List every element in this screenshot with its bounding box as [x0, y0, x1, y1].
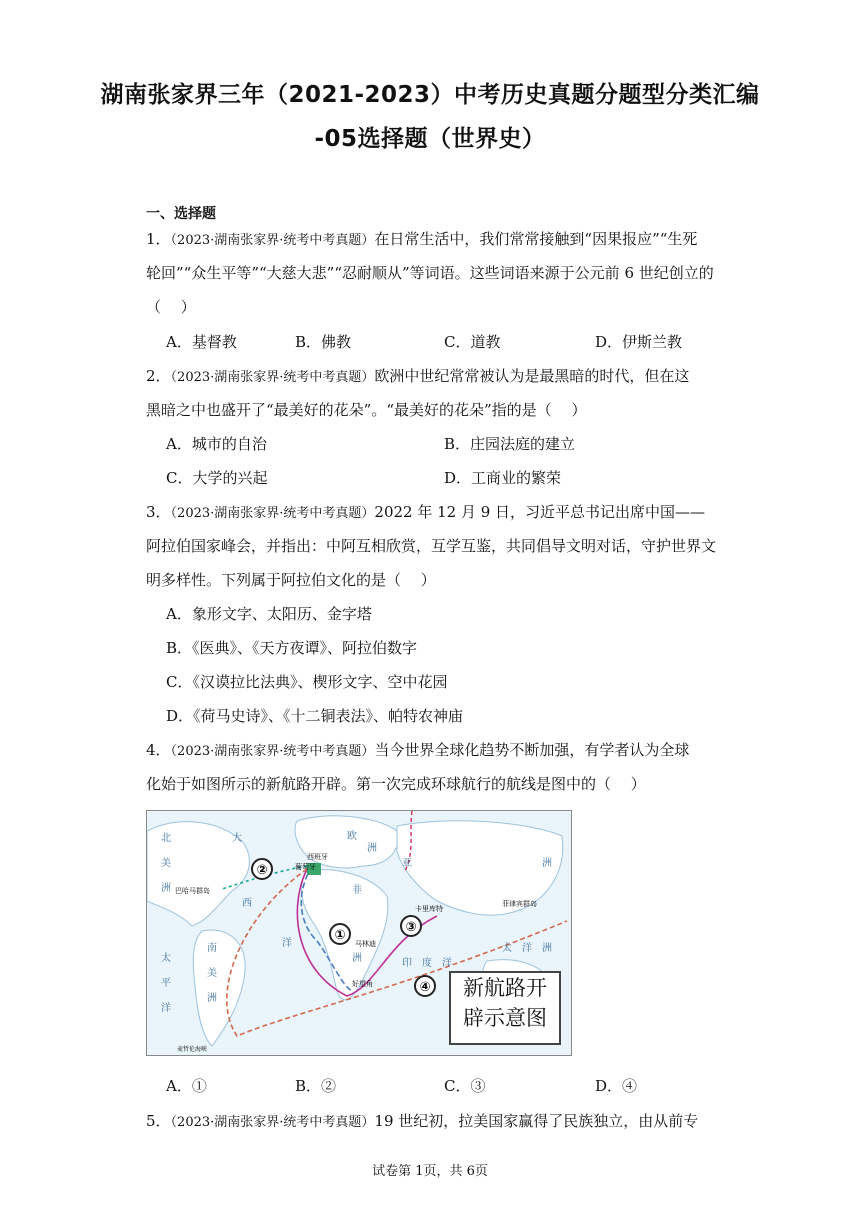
question-text: 当今世界全球化趋势不断加强，有学者认为全球 [374, 741, 690, 759]
region-char: 洲 [207, 993, 217, 1004]
answer-blank: （ ） [146, 298, 196, 316]
option-b[interactable]: B．《医典》、《天方夜谭》、阿拉伯数字 [166, 639, 418, 657]
document-title-line2: -05选择题（世界史） [314, 126, 546, 152]
region-char: 洋 [442, 958, 452, 969]
document-title-line1: 湖南张家界三年（2021-2023）中考历史真题分题型分类汇编 [100, 82, 760, 108]
route-marker-2-label: ② [256, 863, 268, 878]
question-5 [146, 1110, 698, 1131]
region-char: 欧 [347, 831, 357, 842]
region-char: 南 [207, 943, 217, 954]
label-philippines: 菲律宾群岛 [502, 900, 537, 908]
region-char: 洲 [352, 953, 362, 964]
region-char: 洲 [161, 883, 171, 894]
option-a[interactable]: A．城市的自治 [166, 435, 267, 453]
region-char: 亚 [402, 858, 412, 869]
question-source: （2023·湖南张家界·统考中考真题） [170, 233, 375, 248]
region-char: 洋 [161, 1003, 171, 1014]
region-char: 洋 [522, 943, 532, 954]
region-char: 洋 [282, 938, 292, 949]
question-number: 4． [146, 741, 171, 759]
route-marker-1-label: ① [334, 928, 346, 943]
label-malindi: 马林迪 [355, 940, 376, 948]
question-source: （2023·湖南张家界·统考中考真题） [170, 506, 375, 521]
route-marker-1 [330, 924, 350, 944]
region-char: 美 [207, 968, 217, 979]
option-b[interactable]: B．庄园法庭的建立 [444, 435, 576, 453]
region-char: 太 [161, 953, 171, 964]
label-calicut: 卡里库特 [415, 905, 443, 913]
question-number: 2． [146, 367, 171, 385]
question-text: 19 世纪初，拉美国家赢得了民族独立，由从前专 [374, 1112, 699, 1130]
route-marker-4-label: ④ [419, 980, 431, 995]
south-america-land [193, 930, 245, 1046]
question-number: 5． [146, 1112, 171, 1130]
option-a[interactable]: A．基督教 [166, 333, 237, 351]
question-text: 明多样性。下列属于阿拉伯文化的是（ ） [146, 571, 436, 589]
region-char: 非 [352, 885, 362, 896]
option-a[interactable]: A．象形文字、太阳历、金字塔 [166, 605, 372, 623]
question-text: 黑暗之中也盛开了“最美好的花朵”。“最美好的花朵”指的是（ ） [146, 401, 587, 419]
region-char: 大 [232, 833, 242, 844]
option-b[interactable]: B．② [295, 1077, 337, 1095]
map-caption [449, 971, 561, 1045]
option-c[interactable]: C．道教 [444, 333, 501, 351]
route-marker-2 [252, 859, 272, 879]
question-source: （2023·湖南张家界·统考中考真题） [170, 370, 375, 385]
question-1 [146, 228, 697, 249]
region-char: 平 [161, 978, 171, 989]
page-footer: 试卷第 1页，共 6页 [372, 1164, 488, 1179]
region-char: 度 [422, 958, 432, 969]
option-c[interactable]: C．③ [444, 1077, 486, 1095]
new-sea-routes-map [146, 810, 572, 1056]
option-d[interactable]: D．《荷马史诗》、《十二铜表法》、帕特农神庙 [166, 707, 464, 725]
option-c[interactable]: C．《汉谟拉比法典》、楔形文字、空中花园 [166, 673, 448, 691]
question-3 [146, 501, 705, 522]
region-char: 西 [242, 898, 252, 909]
asia-land [397, 821, 563, 915]
region-char: 洲 [542, 943, 552, 954]
question-text: 在日常生活中，我们常常接触到“因果报应”“生死 [374, 230, 698, 248]
region-char: 美 [161, 858, 171, 869]
route-marker-4 [415, 976, 435, 996]
option-b[interactable]: B．佛教 [295, 333, 352, 351]
question-text: 化始于如图所示的新航路开辟。第一次完成环球航行的航线是图中的（ ） [146, 775, 646, 793]
label-spain: 西班牙 [307, 853, 328, 861]
map-caption-line1: 新航路开 [463, 976, 547, 1000]
question-text: 欧洲中世纪常常被认为是最黑暗的时代，但在这 [374, 367, 690, 385]
label-magellan-strait: 麦哲伦海峡 [177, 1046, 208, 1053]
option-a[interactable]: A．① [166, 1077, 207, 1095]
route-marker-3 [401, 916, 421, 936]
region-char: 洲 [542, 858, 552, 869]
label-bahamas: 巴哈马群岛 [175, 887, 210, 895]
option-d[interactable]: D．工商业的繁荣 [444, 469, 562, 487]
option-d[interactable]: D．伊斯兰教 [595, 333, 683, 351]
question-text: 轮回”“众生平等”“大慈大悲”“忍耐顺从”等词语。这些词语来源于公元前 6 世纪创立的 [146, 264, 714, 282]
label-portugal: 葡萄牙 [295, 863, 316, 871]
question-number: 3． [146, 503, 171, 521]
option-c[interactable]: C．大学的兴起 [166, 469, 268, 487]
region-char: 北 [161, 833, 171, 844]
question-source: （2023·湖南张家界·统考中考真题） [170, 744, 375, 759]
question-text: 阿拉伯国家峰会，并指出：中阿互相欣赏，互学互鉴，共同倡导文明对话，守护世界文 [146, 537, 717, 555]
region-char: 太 [502, 943, 512, 954]
region-char: 印 [402, 958, 412, 969]
option-d[interactable]: D．④ [595, 1077, 638, 1095]
question-4 [146, 739, 689, 760]
section-heading: 一、选择题 [146, 206, 216, 222]
region-char: 洲 [367, 843, 377, 854]
question-2 [146, 365, 689, 386]
question-source: （2023·湖南张家界·统考中考真题） [170, 1115, 375, 1130]
map-caption-line2: 辟示意图 [463, 1006, 547, 1030]
label-cape: 好望角 [352, 980, 373, 988]
route-marker-3-label: ③ [405, 920, 417, 935]
question-number: 1． [146, 230, 171, 248]
question-text: 2022 年 12 月 9 日，习近平总书记出席中国—— [374, 503, 706, 521]
